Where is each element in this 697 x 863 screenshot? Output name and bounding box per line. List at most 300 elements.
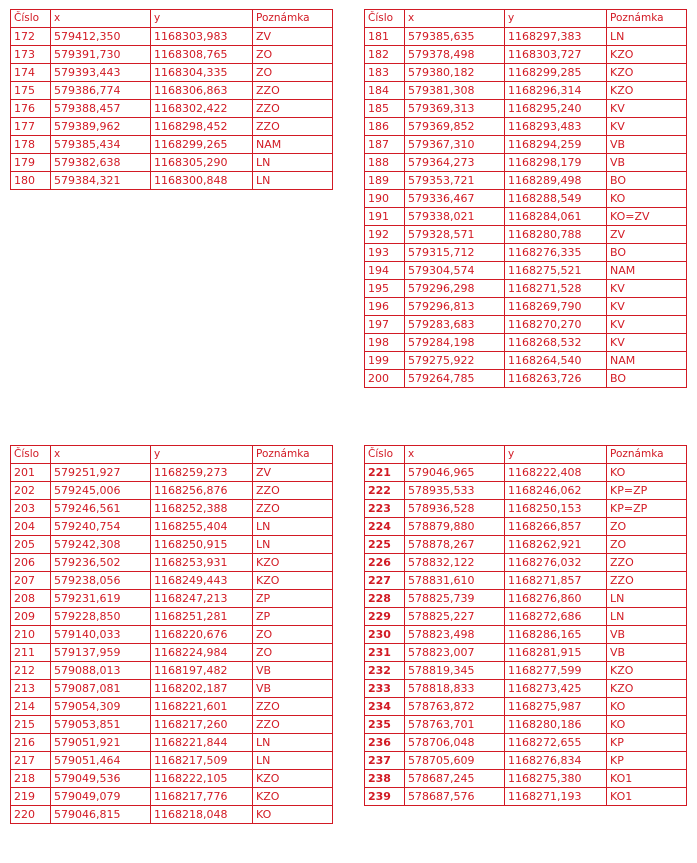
- cell-poznamka: KO=ZV: [607, 208, 687, 226]
- cell-poznamka: LN: [253, 154, 333, 172]
- cell-poznamka: KZO: [607, 662, 687, 680]
- cell-x: 579391,730: [51, 46, 151, 64]
- cell-y: 1168276,834: [505, 752, 607, 770]
- cell-poznamka: ZZO: [253, 500, 333, 518]
- table-row: [365, 226, 687, 244]
- cell-y: 1168224,984: [151, 644, 253, 662]
- cell-poznamka: ZV: [607, 226, 687, 244]
- cell-x: 579389,962: [51, 118, 151, 136]
- cell-x: 579049,079: [51, 788, 151, 806]
- cell-y: 1168275,987: [505, 698, 607, 716]
- table-header-row: [11, 10, 333, 28]
- cell-poznamka: VB: [607, 626, 687, 644]
- cell-poznamka: NAM: [253, 136, 333, 154]
- cell-poznamka: KO: [607, 464, 687, 482]
- cell-cislo: 184: [365, 82, 405, 100]
- cell-x: 578825,227: [405, 608, 505, 626]
- cell-cislo: 224: [365, 518, 405, 536]
- cell-cislo: 198: [365, 334, 405, 352]
- table-row: [365, 518, 687, 536]
- cell-y: 1168264,540: [505, 352, 607, 370]
- header-cislo: Číslo: [365, 10, 405, 28]
- cell-cislo: 186: [365, 118, 405, 136]
- table-row: [365, 590, 687, 608]
- table-row: [365, 716, 687, 734]
- cell-cislo: 172: [11, 28, 51, 46]
- cell-y: 1168202,187: [151, 680, 253, 698]
- cell-cislo: 174: [11, 64, 51, 82]
- cell-poznamka: KZO: [253, 572, 333, 590]
- cell-cislo: 207: [11, 572, 51, 590]
- cell-poznamka: ZZO: [253, 698, 333, 716]
- cell-y: 1168217,260: [151, 716, 253, 734]
- cell-x: 579236,502: [51, 554, 151, 572]
- cell-cislo: 197: [365, 316, 405, 334]
- cell-y: 1168298,452: [151, 118, 253, 136]
- cell-poznamka: KO: [253, 806, 333, 824]
- cell-x: 579251,927: [51, 464, 151, 482]
- cell-x: 578705,609: [405, 752, 505, 770]
- cell-y: 1168217,776: [151, 788, 253, 806]
- cell-x: 579238,056: [51, 572, 151, 590]
- table-row: [365, 46, 687, 64]
- table-row: [365, 316, 687, 334]
- cell-poznamka: VB: [607, 136, 687, 154]
- cell-cislo: 175: [11, 82, 51, 100]
- header-poznamka: Poznámka: [253, 446, 333, 464]
- cell-poznamka: LN: [607, 590, 687, 608]
- cell-poznamka: BO: [607, 172, 687, 190]
- cell-poznamka: LN: [253, 172, 333, 190]
- points-table-181-200: [364, 9, 687, 388]
- cell-y: 1168303,983: [151, 28, 253, 46]
- cell-cislo: 208: [11, 590, 51, 608]
- cell-cislo: 204: [11, 518, 51, 536]
- points-table-201-220: [10, 445, 333, 824]
- cell-y: 1168280,186: [505, 716, 607, 734]
- cell-poznamka: KO: [607, 716, 687, 734]
- cell-x: 579369,313: [405, 100, 505, 118]
- points-table-172-180: [10, 9, 333, 190]
- cell-y: 1168250,153: [505, 500, 607, 518]
- table-row: [11, 806, 333, 824]
- table-row: [11, 662, 333, 680]
- cell-poznamka: BO: [607, 244, 687, 262]
- cell-y: 1168251,281: [151, 608, 253, 626]
- cell-x: 579386,774: [51, 82, 151, 100]
- cell-cislo: 219: [11, 788, 51, 806]
- cell-cislo: 215: [11, 716, 51, 734]
- cell-y: 1168299,285: [505, 64, 607, 82]
- cell-cislo: 182: [365, 46, 405, 64]
- table-row: [365, 482, 687, 500]
- cell-y: 1168302,422: [151, 100, 253, 118]
- header-cislo: Číslo: [11, 10, 51, 28]
- table-row: [11, 680, 333, 698]
- cell-cislo: 226: [365, 554, 405, 572]
- cell-poznamka: KO1: [607, 788, 687, 806]
- cell-cislo: 180: [11, 172, 51, 190]
- table-row: [365, 370, 687, 388]
- cell-y: 1168305,290: [151, 154, 253, 172]
- cell-x: 578823,007: [405, 644, 505, 662]
- cell-y: 1168304,335: [151, 64, 253, 82]
- cell-y: 1168272,655: [505, 734, 607, 752]
- table-row: [11, 464, 333, 482]
- table-row: [11, 536, 333, 554]
- cell-y: 1168286,165: [505, 626, 607, 644]
- cell-x: 579054,309: [51, 698, 151, 716]
- cell-cislo: 189: [365, 172, 405, 190]
- table-row: [365, 644, 687, 662]
- cell-poznamka: LN: [253, 752, 333, 770]
- cell-x: 579336,467: [405, 190, 505, 208]
- cell-x: 578825,739: [405, 590, 505, 608]
- table-row: [365, 788, 687, 806]
- cell-y: 1168271,857: [505, 572, 607, 590]
- cell-cislo: 216: [11, 734, 51, 752]
- cell-x: 578878,267: [405, 536, 505, 554]
- cell-cislo: 210: [11, 626, 51, 644]
- cell-cislo: 201: [11, 464, 51, 482]
- table-row: [11, 788, 333, 806]
- cell-cislo: 194: [365, 262, 405, 280]
- table-row: [11, 64, 333, 82]
- cell-poznamka: ZZO: [253, 482, 333, 500]
- cell-x: 579140,033: [51, 626, 151, 644]
- cell-cislo: 199: [365, 352, 405, 370]
- cell-y: 1168281,915: [505, 644, 607, 662]
- cell-x: 578832,122: [405, 554, 505, 572]
- cell-poznamka: LN: [253, 518, 333, 536]
- cell-x: 579049,536: [51, 770, 151, 788]
- cell-cislo: 232: [365, 662, 405, 680]
- table-row: [11, 136, 333, 154]
- table-row: [11, 118, 333, 136]
- cell-cislo: 183: [365, 64, 405, 82]
- cell-y: 1168273,425: [505, 680, 607, 698]
- cell-x: 579088,013: [51, 662, 151, 680]
- cell-poznamka: VB: [607, 154, 687, 172]
- cell-x: 579053,851: [51, 716, 151, 734]
- table-row: [11, 716, 333, 734]
- table-row: [365, 334, 687, 352]
- table-row: [365, 28, 687, 46]
- table-header-row: [365, 446, 687, 464]
- table-row: [365, 64, 687, 82]
- cell-x: 578706,048: [405, 734, 505, 752]
- table-row: [11, 590, 333, 608]
- cell-y: 1168197,482: [151, 662, 253, 680]
- points-table-221-239: [364, 445, 687, 806]
- table-row: [365, 244, 687, 262]
- header-x: x: [51, 446, 151, 464]
- cell-y: 1168256,876: [151, 482, 253, 500]
- cell-x: 579388,457: [51, 100, 151, 118]
- header-y: y: [505, 10, 607, 28]
- cell-y: 1168268,532: [505, 334, 607, 352]
- cell-cislo: 233: [365, 680, 405, 698]
- cell-x: 578687,245: [405, 770, 505, 788]
- cell-y: 1168255,404: [151, 518, 253, 536]
- cell-x: 578763,701: [405, 716, 505, 734]
- cell-x: 578687,576: [405, 788, 505, 806]
- cell-poznamka: ZO: [607, 518, 687, 536]
- cell-poznamka: KV: [607, 118, 687, 136]
- cell-cislo: 203: [11, 500, 51, 518]
- cell-x: 578831,610: [405, 572, 505, 590]
- cell-poznamka: ZZO: [253, 82, 333, 100]
- table-row: [365, 626, 687, 644]
- cell-y: 1168297,383: [505, 28, 607, 46]
- cell-poznamka: KZO: [607, 680, 687, 698]
- cell-cislo: 211: [11, 644, 51, 662]
- table-row: [365, 118, 687, 136]
- cell-x: 579338,021: [405, 208, 505, 226]
- cell-poznamka: KO: [607, 698, 687, 716]
- cell-cislo: 235: [365, 716, 405, 734]
- cell-cislo: 222: [365, 482, 405, 500]
- cell-y: 1168276,860: [505, 590, 607, 608]
- cell-y: 1168247,213: [151, 590, 253, 608]
- cell-x: 579315,712: [405, 244, 505, 262]
- table-row: [11, 644, 333, 662]
- cell-y: 1168306,863: [151, 82, 253, 100]
- cell-x: 579137,959: [51, 644, 151, 662]
- table-row: [365, 680, 687, 698]
- cell-y: 1168271,528: [505, 280, 607, 298]
- table-row: [11, 752, 333, 770]
- cell-poznamka: ZO: [253, 64, 333, 82]
- cell-y: 1168263,726: [505, 370, 607, 388]
- cell-y: 1168266,857: [505, 518, 607, 536]
- cell-y: 1168299,265: [151, 136, 253, 154]
- cell-cislo: 191: [365, 208, 405, 226]
- cell-poznamka: KV: [607, 298, 687, 316]
- cell-y: 1168271,193: [505, 788, 607, 806]
- cell-cislo: 225: [365, 536, 405, 554]
- cell-x: 578879,880: [405, 518, 505, 536]
- header-y: y: [151, 446, 253, 464]
- cell-poznamka: ZZO: [253, 100, 333, 118]
- cell-y: 1168298,179: [505, 154, 607, 172]
- cell-x: 578819,345: [405, 662, 505, 680]
- table-row: [11, 554, 333, 572]
- cell-y: 1168294,259: [505, 136, 607, 154]
- cell-y: 1168275,380: [505, 770, 607, 788]
- table-row: [11, 500, 333, 518]
- cell-poznamka: KP=ZP: [607, 500, 687, 518]
- cell-y: 1168308,765: [151, 46, 253, 64]
- cell-x: 579087,081: [51, 680, 151, 698]
- cell-y: 1168288,549: [505, 190, 607, 208]
- cell-poznamka: KZO: [253, 788, 333, 806]
- cell-y: 1168222,408: [505, 464, 607, 482]
- table-row: [365, 752, 687, 770]
- cell-poznamka: KV: [607, 280, 687, 298]
- cell-x: 579051,464: [51, 752, 151, 770]
- cell-cislo: 217: [11, 752, 51, 770]
- cell-cislo: 236: [365, 734, 405, 752]
- cell-y: 1168272,686: [505, 608, 607, 626]
- table-row: [365, 100, 687, 118]
- header-poznamka: Poznámka: [607, 446, 687, 464]
- cell-y: 1168284,061: [505, 208, 607, 226]
- cell-y: 1168217,509: [151, 752, 253, 770]
- cell-cislo: 227: [365, 572, 405, 590]
- cell-poznamka: ZO: [253, 626, 333, 644]
- cell-x: 579384,321: [51, 172, 151, 190]
- cell-poznamka: KV: [607, 334, 687, 352]
- cell-y: 1168277,599: [505, 662, 607, 680]
- cell-cislo: 196: [365, 298, 405, 316]
- cell-poznamka: ZZO: [253, 716, 333, 734]
- cell-x: 579382,638: [51, 154, 151, 172]
- cell-cislo: 179: [11, 154, 51, 172]
- cell-y: 1168275,521: [505, 262, 607, 280]
- cell-poznamka: KZO: [607, 64, 687, 82]
- table-row: [11, 626, 333, 644]
- header-cislo: Číslo: [11, 446, 51, 464]
- cell-poznamka: KP: [607, 752, 687, 770]
- cell-x: 579051,921: [51, 734, 151, 752]
- cell-x: 579385,434: [51, 136, 151, 154]
- cell-cislo: 178: [11, 136, 51, 154]
- cell-x: 579353,721: [405, 172, 505, 190]
- cell-poznamka: KZO: [607, 82, 687, 100]
- cell-x: 579046,815: [51, 806, 151, 824]
- cell-x: 579304,574: [405, 262, 505, 280]
- cell-x: 579412,350: [51, 28, 151, 46]
- cell-y: 1168253,931: [151, 554, 253, 572]
- cell-poznamka: ZO: [607, 536, 687, 554]
- cell-x: 579245,006: [51, 482, 151, 500]
- table-row: [11, 82, 333, 100]
- table-row: [365, 554, 687, 572]
- cell-poznamka: KP=ZP: [607, 482, 687, 500]
- table-row: [11, 46, 333, 64]
- cell-x: 578936,528: [405, 500, 505, 518]
- header-poznamka: Poznámka: [253, 10, 333, 28]
- cell-poznamka: KV: [607, 100, 687, 118]
- cell-y: 1168252,388: [151, 500, 253, 518]
- cell-poznamka: ZZO: [607, 572, 687, 590]
- cell-y: 1168246,062: [505, 482, 607, 500]
- table-row: [365, 352, 687, 370]
- cell-cislo: 195: [365, 280, 405, 298]
- cell-x: 579240,754: [51, 518, 151, 536]
- cell-cislo: 238: [365, 770, 405, 788]
- cell-poznamka: KO1: [607, 770, 687, 788]
- cell-y: 1168270,270: [505, 316, 607, 334]
- cell-x: 579380,182: [405, 64, 505, 82]
- cell-poznamka: ZV: [253, 28, 333, 46]
- table-row: [365, 208, 687, 226]
- table-row: [365, 298, 687, 316]
- cell-cislo: 177: [11, 118, 51, 136]
- table-row: [11, 770, 333, 788]
- cell-cislo: 187: [365, 136, 405, 154]
- table-row: [11, 172, 333, 190]
- cell-x: 579328,571: [405, 226, 505, 244]
- cell-poznamka: KZO: [607, 46, 687, 64]
- cell-x: 578763,872: [405, 698, 505, 716]
- cell-y: 1168276,335: [505, 244, 607, 262]
- cell-x: 579378,498: [405, 46, 505, 64]
- cell-cislo: 230: [365, 626, 405, 644]
- table-row: [365, 734, 687, 752]
- cell-x: 579296,813: [405, 298, 505, 316]
- cell-poznamka: ZO: [253, 46, 333, 64]
- cell-x: 578823,498: [405, 626, 505, 644]
- table-row: [365, 698, 687, 716]
- cell-x: 579246,561: [51, 500, 151, 518]
- header-y: y: [505, 446, 607, 464]
- cell-poznamka: LN: [253, 734, 333, 752]
- cell-poznamka: ZV: [253, 464, 333, 482]
- table-row: [11, 572, 333, 590]
- cell-cislo: 237: [365, 752, 405, 770]
- header-poznamka: Poznámka: [607, 10, 687, 28]
- header-x: x: [405, 10, 505, 28]
- cell-cislo: 221: [365, 464, 405, 482]
- cell-cislo: 228: [365, 590, 405, 608]
- cell-poznamka: BO: [607, 370, 687, 388]
- cell-y: 1168269,790: [505, 298, 607, 316]
- table-row: [11, 698, 333, 716]
- cell-y: 1168221,844: [151, 734, 253, 752]
- cell-poznamka: ZZO: [607, 554, 687, 572]
- cell-poznamka: ZP: [253, 590, 333, 608]
- cell-cislo: 200: [365, 370, 405, 388]
- cell-x: 579381,308: [405, 82, 505, 100]
- header-x: x: [51, 10, 151, 28]
- table-row: [365, 82, 687, 100]
- cell-cislo: 239: [365, 788, 405, 806]
- cell-cislo: 192: [365, 226, 405, 244]
- cell-y: 1168250,915: [151, 536, 253, 554]
- cell-poznamka: NAM: [607, 262, 687, 280]
- table-header-row: [365, 10, 687, 28]
- cell-x: 579364,273: [405, 154, 505, 172]
- cell-cislo: 205: [11, 536, 51, 554]
- cell-poznamka: VB: [253, 662, 333, 680]
- table-row: [365, 608, 687, 626]
- cell-x: 579283,683: [405, 316, 505, 334]
- cell-x: 579264,785: [405, 370, 505, 388]
- cell-y: 1168293,483: [505, 118, 607, 136]
- cell-x: 579385,635: [405, 28, 505, 46]
- cell-poznamka: KZO: [253, 770, 333, 788]
- table-row: [365, 662, 687, 680]
- cell-poznamka: LN: [253, 536, 333, 554]
- cell-poznamka: VB: [253, 680, 333, 698]
- header-cislo: Číslo: [365, 446, 405, 464]
- cell-y: 1168259,273: [151, 464, 253, 482]
- cell-cislo: 214: [11, 698, 51, 716]
- cell-poznamka: LN: [607, 28, 687, 46]
- cell-poznamka: VB: [607, 644, 687, 662]
- cell-poznamka: LN: [607, 608, 687, 626]
- cell-y: 1168280,788: [505, 226, 607, 244]
- table-row: [365, 572, 687, 590]
- cell-y: 1168276,032: [505, 554, 607, 572]
- cell-poznamka: KP: [607, 734, 687, 752]
- cell-cislo: 212: [11, 662, 51, 680]
- cell-cislo: 231: [365, 644, 405, 662]
- cell-cislo: 206: [11, 554, 51, 572]
- cell-x: 578818,833: [405, 680, 505, 698]
